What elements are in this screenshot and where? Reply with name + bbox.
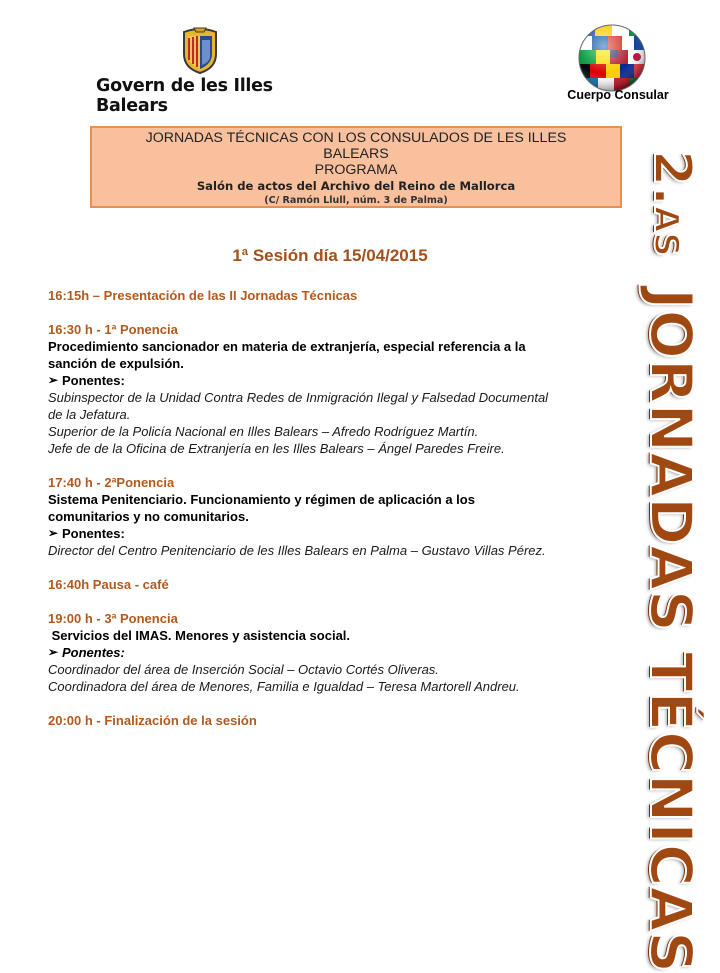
arrow-bullet-icon: ➢ — [48, 645, 59, 659]
banner-number — [642, 150, 702, 257]
arrow-bullet-icon: ➢ — [48, 373, 59, 387]
ponencia-2-time: 17:40 h - 2ªPonencia — [48, 475, 175, 490]
ponencia-1-speaker-3: Jefe de de la Oficina de Extranjería en les Illes Balears – Ángel Paredes Freire. — [48, 441, 505, 456]
ponentes-label: Ponentes: — [62, 373, 125, 388]
ponencia-3-speaker-2: Coordinadora del área de Menores, Familia e Igualdad – Teresa Martorell Andreu. — [48, 679, 520, 694]
coffee-break: 16:40h Pausa - café — [48, 577, 169, 592]
program-content — [48, 287, 620, 729]
ponencia-2-speaker-1: Director del Centro Penitenciario de les Illes Balears en Palma – Gustavo Villas Pérez. — [48, 543, 546, 558]
event-title-line-1: JORNADAS TÉCNICAS CON LOS CONSULADOS DE LES ILLES — [145, 130, 567, 146]
ponencia-2-speakers-header — [48, 525, 620, 542]
program-title-box — [90, 126, 622, 208]
ponencia-1-topic-b: sanción de expulsión. — [48, 356, 184, 371]
flags-globe-icon — [578, 24, 646, 92]
ponencia-3-topic: Servicios del IMAS. Menores y asistencia social. — [48, 628, 351, 643]
balearic-shield-icon — [180, 26, 220, 74]
ponencia-3-time: 19:00 h - 3ª Ponencia — [48, 611, 178, 626]
program-label: PROGRAMA — [314, 162, 398, 178]
ponencia-1-topic-a: Procedimiento sancionador en materia de extranjería, especial referencia a la — [48, 339, 526, 354]
venue-text: Salón de actos del Archivo del Reino de Mallorca — [196, 179, 516, 193]
arrow-bullet-icon: ➢ — [48, 526, 59, 540]
ponencia-1-time: 16:30 h - 1ª Ponencia — [48, 322, 178, 337]
ponencia-1-speaker-1a: Subinspector de la Unidad Contra Redes de Inmigración Ilegal y Falsedad Documental — [48, 390, 549, 405]
banner-word-1: JORNADAS — [637, 288, 705, 632]
banner-word-2: TÉCNICAS — [637, 651, 705, 973]
ponencia-2-topic-b: comunitarios y no comunitarios. — [48, 509, 249, 524]
session-end: 20:00 h - Finalización de la sesión — [48, 713, 257, 728]
govern-logo-text: Govern de les Illes Balears — [96, 76, 273, 116]
intro-line: 16:15h – Presentación de las II Jornadas Técnicas — [48, 288, 358, 303]
consular-label: Cuerpo Consular — [567, 88, 669, 102]
govern-logo — [96, 26, 316, 116]
ponentes-label: Ponentes: — [62, 645, 125, 660]
banner-number-text: 2. — [642, 150, 702, 206]
ponencia-3-speaker-1: Coordinador del área de Inserción Social – Octavio Cortés Oliveras. — [48, 662, 439, 677]
session-title: 1ª Sesión día 15/04/2015 — [232, 246, 428, 265]
event-title-line-2: BALEARS — [323, 146, 389, 162]
address-text: (C/ Ramón Llull, núm. 3 de Palma) — [264, 195, 448, 206]
banner-title — [637, 288, 705, 973]
ponencia-2-topic-a: Sistema Penitenciario. Funcionamiento y régimen de aplicación a los — [48, 492, 475, 507]
ponencia-1-speaker-2: Superior de la Policía Nacional en Illes Balears – Afredo Rodríguez Martín. — [48, 424, 479, 439]
banner-ordinal: AS — [646, 205, 686, 257]
ponencia-1-speaker-1b: de la Jefatura. — [48, 407, 131, 422]
consular-logo — [556, 24, 680, 108]
ponencia-3-speakers-header — [48, 644, 620, 661]
ponentes-label: Ponentes: — [62, 526, 125, 541]
ponencia-1-speakers-header — [48, 372, 620, 389]
